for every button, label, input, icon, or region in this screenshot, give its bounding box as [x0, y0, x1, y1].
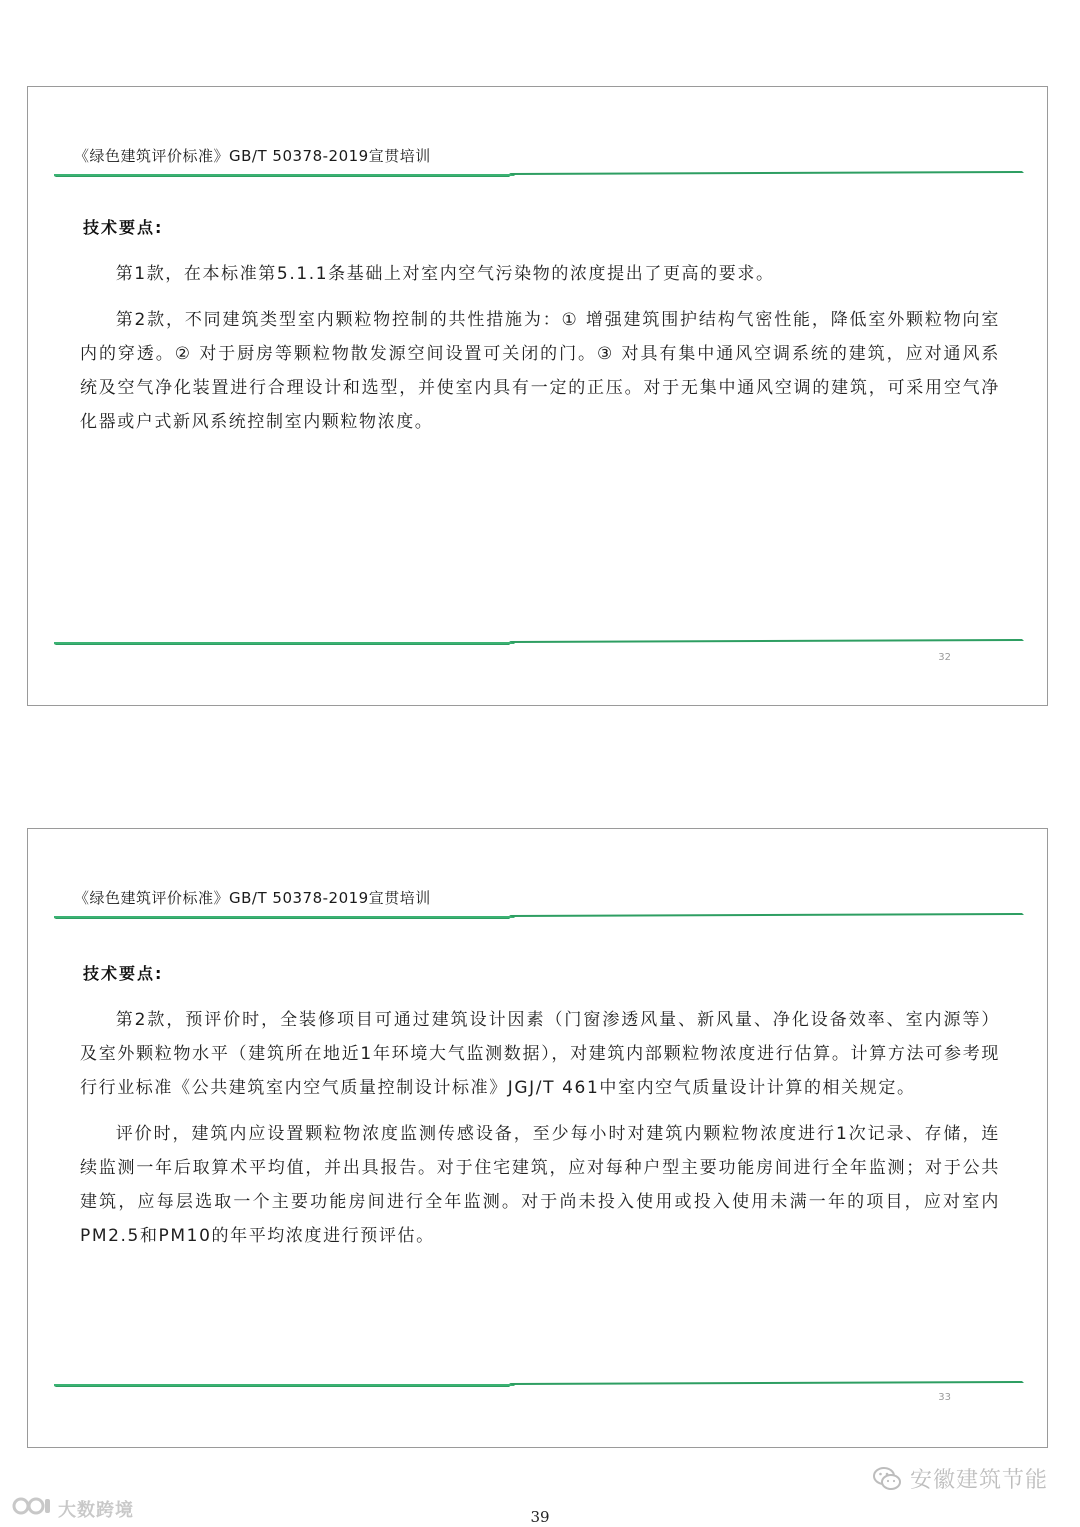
- wechat-account-name: 安徽建筑节能: [909, 1468, 1048, 1493]
- paragraph: 第2款，不同建筑类型室内颗粒物控制的共性措施为：① 增强建筑围护结构气密性能，降低室外颗粒物向室内的穿透。② 对于厨房等颗粒物散发源空间设置可关闭的门。③ 对具有集中通风空调系统的建筑，应对通风系统及空气净化装置进行合理设计和选型，并使室内具有一定的正压。对于无集中通风空调的建筑，可采用空气净化器或户式新风系统控制室内颗粒物浓度。: [80, 310, 1000, 432]
- slide-page-number: 32: [938, 652, 951, 663]
- slide-page-32: [27, 86, 1048, 706]
- slide-body: [80, 1003, 1000, 1265]
- header-rule: [54, 171, 1024, 177]
- header-rule: [54, 913, 1024, 919]
- slide-page-number: 33: [938, 1392, 951, 1403]
- wechat-icon: [872, 1466, 902, 1492]
- corner-watermark-text: 大数跨境: [58, 1499, 134, 1521]
- slide-page-33: [27, 828, 1048, 1448]
- paragraph: 第1款，在本标准第5.1.1条基础上对室内空气污染物的浓度提出了更高的要求。: [115, 264, 775, 284]
- paragraph: 第2款，预评价时，全装修项目可通过建筑设计因素（门窗渗透风量、新风量、净化设备效率、室内源等）及室外颗粒物水平（建筑所在地近1年环境大气监测数据），对建筑内部颗粒物浓度进行估算。计算方法可参考现行行业标准《公共建筑室内空气质量控制设计标准》JGJ/T 461中室内空气质量设计计算的相关规定。: [80, 1010, 1000, 1098]
- slide-body: [80, 257, 1000, 451]
- document-page-number: 39: [530, 1508, 550, 1526]
- slide-header: 《绿色建筑评价标准》GB/T 50378-2019宣贯培训: [74, 147, 431, 165]
- wechat-watermark: [872, 1463, 1048, 1494]
- section-heading: 技术要点:: [83, 218, 164, 237]
- section-heading: 技术要点:: [83, 964, 164, 983]
- footer-rule: [54, 639, 1024, 645]
- paragraph: 评价时，建筑内应设置颗粒物浓度监测传感设备，至少每小时对建筑内颗粒物浓度进行1次记录、存储，连续监测一年后取算术平均值，并出具报告。对于住宅建筑，应对每种户型主要功能房间进行全年监测；对于公共建筑，应每层选取一个主要功能房间进行全年监测。对于尚未投入使用或投入使用未满一年的项目，应对室内PM2.5和PM10的年平均浓度进行预评估。: [80, 1124, 1000, 1246]
- slide-header: 《绿色建筑评价标准》GB/T 50378-2019宣贯培训: [74, 889, 431, 907]
- footer-rule: [54, 1381, 1024, 1387]
